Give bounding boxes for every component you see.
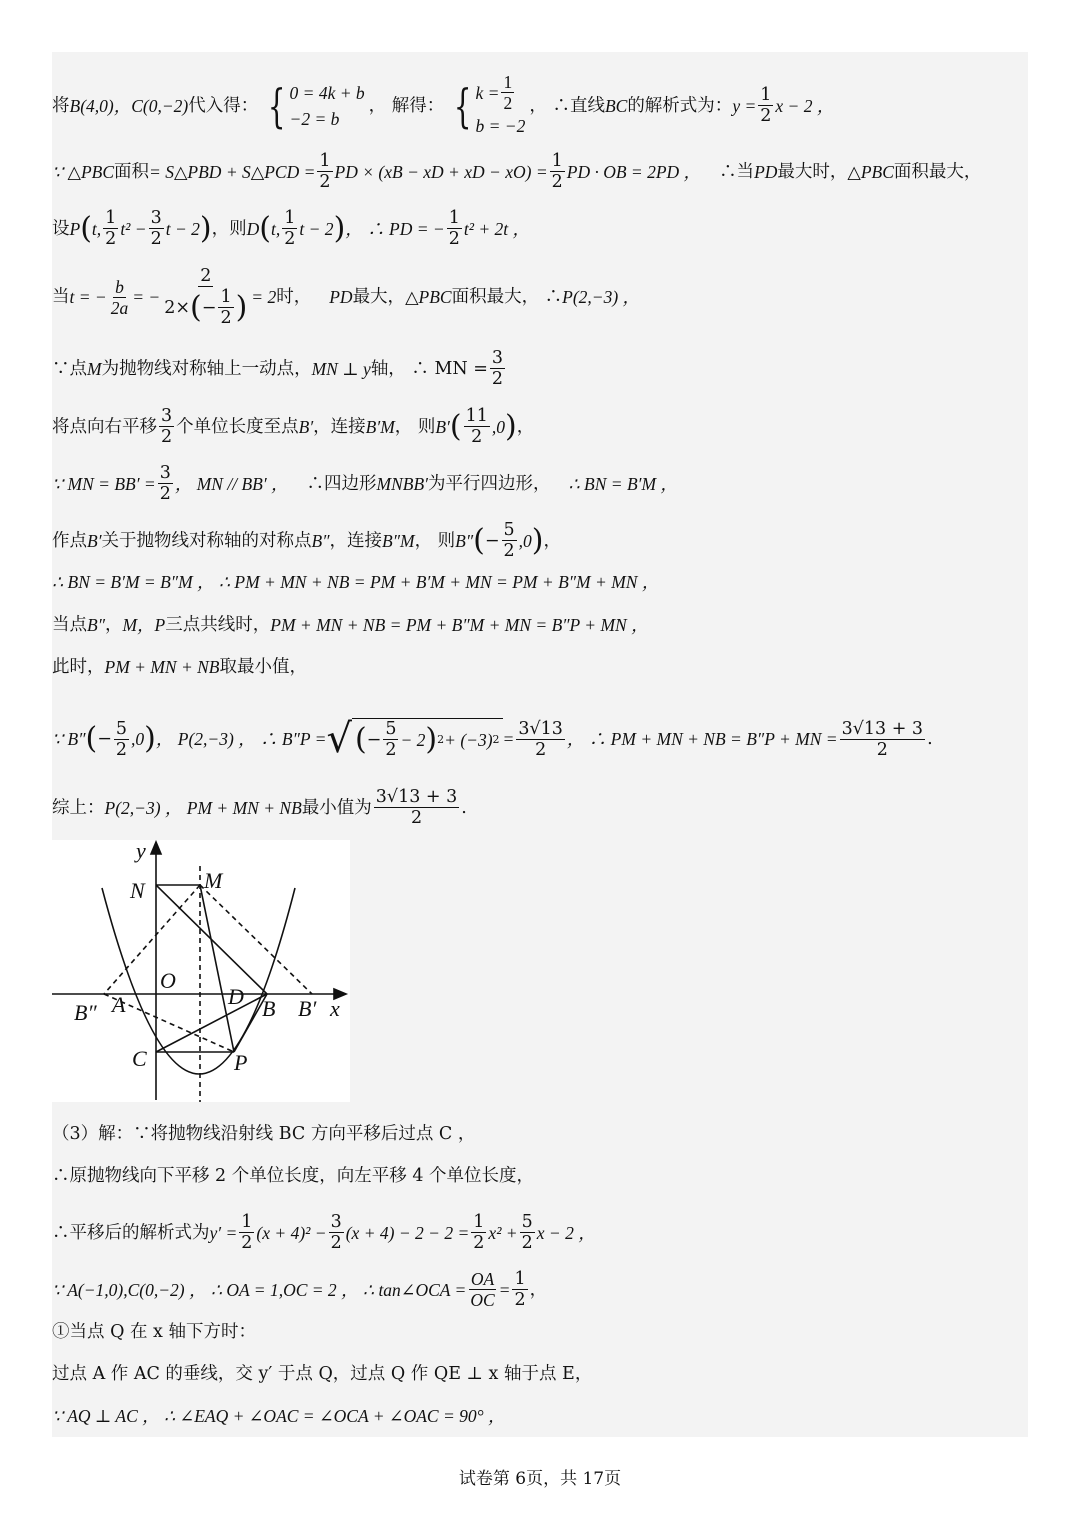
den: 2: [159, 484, 171, 504]
math: −: [97, 729, 112, 749]
math: x² +: [488, 1222, 518, 1243]
label-n: N: [130, 878, 145, 903]
text: 关于抛物线对称轴的对称点: [101, 530, 312, 551]
math: ， MN // BB′ ，: [174, 473, 289, 494]
label-b-prime: B′: [298, 996, 317, 1021]
text: 最大，: [352, 287, 406, 307]
math: P: [69, 218, 81, 239]
line-12: ∵ B″ ( − $\frac{5}{2}$ ,0 ) ， P(2,−3) ， ∴ B″P = √ ( − $\frac{5}{2}$ − 2 ) 2 + (−3) 2 = $\frac{3√13}{2}$ ， ∴ PM + MN + NB = B″P + MN = $\frac{3√13 + 3}{2}$ .: [52, 716, 933, 762]
math: t,: [271, 218, 281, 239]
math: ,0: [518, 530, 532, 551]
num: b: [115, 276, 124, 297]
den: 2: [319, 172, 331, 192]
text: 将: [52, 95, 70, 116]
label-d: D: [228, 984, 244, 1009]
math: ,0: [491, 416, 506, 437]
den: 2: [521, 1233, 533, 1253]
text: ，则: [211, 218, 247, 239]
row: b = −2: [475, 116, 526, 136]
num: 1: [241, 1212, 253, 1232]
den: 2: [330, 1233, 342, 1253]
math: M: [87, 358, 102, 379]
text: 代入得：: [188, 95, 259, 116]
math: x − 2 ，: [536, 1222, 596, 1243]
row: k =: [475, 82, 500, 103]
math: D: [246, 218, 260, 239]
row: −2 = b: [289, 108, 340, 129]
text: 面积最大， ∴: [451, 287, 563, 307]
text: 设: [52, 218, 70, 239]
text: ， ∴直线: [529, 95, 605, 116]
num: 1: [105, 208, 117, 228]
math: B″: [87, 615, 105, 635]
den: 2: [760, 106, 772, 126]
line-6: 将点向右平移 $\frac{3}{2}$ 个单位长度至点 B′ ，连接 B′M ， 则 B′ ( $\frac{11}{2}$ ,0 ) ，: [52, 406, 535, 447]
num: 1: [319, 151, 331, 171]
den: 2: [514, 1290, 526, 1310]
num: 3: [330, 1212, 342, 1232]
text: ，: [516, 416, 535, 437]
line-19: [52, 1362, 592, 1386]
text: 最小值为: [301, 797, 372, 818]
text: .: [927, 729, 933, 749]
text: 将点向右平移: [52, 416, 157, 437]
num: 3: [159, 463, 171, 483]
math: B′: [435, 416, 450, 437]
num: 5: [115, 718, 128, 739]
math: PD: [754, 161, 778, 182]
math: PM + MN + NB = PM + B″M + MN = B″P + MN ，: [270, 615, 649, 635]
line-11: [52, 655, 307, 679]
math: = S△PBD + S△PCD =: [149, 161, 316, 182]
num: 3: [150, 208, 162, 228]
math: t = −: [69, 287, 107, 307]
text: ，连接: [313, 416, 366, 437]
row: 0 = 4k + b: [289, 82, 365, 103]
den: 2: [220, 308, 232, 328]
text: ，: [543, 530, 562, 551]
text: 作点: [52, 530, 87, 551]
text: ，连接: [329, 530, 383, 551]
line-17: [52, 1269, 547, 1310]
text: 个单位长度至点: [176, 416, 299, 437]
math: P(2,−3) ， PM + MN + NB: [104, 797, 302, 818]
num: 3√13 + 3: [841, 718, 924, 739]
math: y′ =: [209, 1222, 238, 1243]
text: ， 则: [414, 530, 456, 551]
den: 2: [115, 739, 128, 760]
num: 1: [448, 208, 460, 228]
math: (x + 4) − 2 − 2 =: [345, 1222, 470, 1243]
num: 1: [473, 1212, 485, 1232]
segment-mb2: [104, 885, 200, 994]
math: B″: [311, 530, 330, 551]
label-b-double-prime: B″: [74, 1000, 97, 1025]
math: = −: [132, 287, 161, 307]
num: OA: [470, 1269, 495, 1289]
math: MNBB′: [376, 473, 429, 494]
num: 1: [514, 1269, 526, 1289]
den: 2: [161, 427, 173, 447]
label-m: M: [204, 868, 223, 893]
math: △PBC: [405, 287, 452, 307]
text: 面积: [114, 161, 150, 182]
math: △PBC: [847, 161, 894, 182]
text: 面积最大，: [893, 161, 982, 182]
den: 2: [385, 740, 397, 760]
math: B′M: [365, 416, 395, 437]
math: ∵ AQ ⊥ AC ， ∴ ∠EAQ + ∠OAC = ∠OCA + ∠OAC = 90° ，: [52, 1406, 506, 1426]
text: ∴四边形: [306, 473, 377, 494]
math: t − 2: [165, 218, 200, 239]
math: ∵ A(−1,0),C(0,−2) ， ∴ OA = 1,OC = 2 ， ∴ tan∠OCA =: [52, 1279, 467, 1300]
text: ∴平移后的解析式为: [52, 1222, 210, 1243]
den: 2: [410, 808, 423, 828]
math: − 2: [400, 729, 426, 750]
figure-svg: [52, 840, 350, 1102]
line-14: [52, 1122, 475, 1146]
text: ， 则: [394, 416, 436, 437]
math: t² + 2t ，: [463, 218, 531, 239]
num: 3: [161, 406, 173, 426]
num: 5: [521, 1212, 533, 1232]
square-root: √ ( − $\frac{5}{2}$ − 2 ) 2 + (−3) 2: [326, 718, 502, 760]
text: 当点: [52, 615, 87, 635]
line-9: [52, 570, 659, 594]
math: B′: [298, 416, 314, 437]
text: 当: [52, 287, 70, 307]
den: 2: [105, 229, 117, 249]
num: 1: [503, 72, 513, 92]
label-b: B: [262, 996, 276, 1021]
line-4: [52, 266, 640, 328]
den: 2: [241, 1233, 253, 1253]
text: ， 解得：: [368, 95, 445, 116]
den: 2: [503, 541, 515, 561]
math: PD × (xB − xD + xD − xO) =: [334, 161, 548, 182]
math: ， ∴ PM + MN + NB = B″P + MN =: [566, 729, 838, 749]
text: 过点 A 作 AC 的垂线，交 y′ 于点 Q，过点 Q 作 QE ⊥ x 轴于点 E，: [52, 1364, 593, 1384]
num: 5: [385, 719, 397, 739]
text: 为平行四边形，: [428, 473, 551, 494]
den: 2: [491, 369, 504, 389]
label-x: x: [330, 996, 340, 1021]
math: ∴ BN = B′M ，: [568, 473, 678, 494]
text: .: [461, 797, 467, 818]
math: t − 2: [299, 218, 334, 239]
parabola-figure: [52, 840, 350, 1102]
math: PM + MN + NB: [104, 657, 220, 677]
label-y: y: [136, 840, 146, 863]
math: −: [366, 729, 382, 750]
text: 综上：: [52, 797, 105, 818]
parabola: [102, 888, 295, 1074]
text: 的解析式为：: [627, 95, 733, 116]
text: 为抛物线对称轴上一动点，: [101, 358, 312, 379]
page-footer: 试卷第 6页，共 17页: [458, 1469, 622, 1489]
text: 三点共线时，: [165, 615, 271, 635]
num: 1: [551, 151, 563, 171]
math: + (−3): [444, 729, 493, 750]
math: t,: [91, 218, 102, 239]
text: ∵点: [52, 358, 87, 379]
math: ∵ △PBC: [52, 161, 115, 182]
math: ∵ B″: [52, 729, 86, 749]
line-20: [52, 1404, 506, 1428]
den: 2: [473, 1233, 485, 1253]
math: ,0: [131, 729, 145, 749]
den: 2×: [164, 297, 191, 318]
line-16: [52, 1212, 596, 1253]
line-3: 设 P ( t, $\frac{1}{2}$ t² − $\frac{3}{2}$ t − 2 ) ，则 D ( t, $\frac{1}{2}$ t − 2 ) ， ∴ PD = − $\frac{1}{2}$ t² + 2t ，: [52, 208, 531, 249]
den: 2: [284, 229, 296, 249]
num: 5: [503, 520, 515, 540]
num: 2: [200, 266, 212, 286]
label-c: C: [132, 1046, 147, 1071]
text: ，: [104, 615, 123, 635]
num: 11: [465, 406, 488, 426]
math: P(2,−3) ，: [562, 287, 641, 307]
math: B(4,0)，C(0,−2): [69, 95, 189, 116]
line-15: [52, 1164, 534, 1188]
num: 3: [491, 348, 504, 368]
math: t² −: [120, 218, 147, 239]
num: 3√13 + 3: [375, 787, 458, 807]
math: ∴ BN = B′M = B″M ， ∴ PM + MN + NB = PM + B′M + MN = PM + B″M + MN ，: [52, 572, 660, 592]
math: ∵ MN = BB′ =: [52, 473, 156, 494]
text: 最大时，: [777, 161, 848, 182]
line-18: [52, 1320, 256, 1344]
den: 2: [535, 739, 547, 760]
math: B″M: [382, 530, 415, 551]
num: 1: [760, 85, 772, 105]
math: y =: [732, 95, 757, 116]
line-10: [52, 613, 649, 637]
line-8: 作点 B′ 关于抛物线对称轴的对称点 B″ ，连接 B″M ， 则 B″ ( − $\frac{5}{2}$ ,0 ) ，: [52, 520, 562, 561]
math: =: [502, 729, 515, 749]
text: ∴当: [719, 161, 755, 182]
text: 时，: [276, 287, 312, 307]
den: 2: [876, 739, 888, 760]
math: −: [484, 530, 500, 551]
math: x − 2 ，: [775, 95, 835, 116]
math: = 2: [251, 287, 277, 307]
text: ∴原抛物线向下平移 2 个单位长度，向左平移 4 个单位长度，: [52, 1166, 535, 1186]
line-1: [52, 72, 834, 139]
text: （3）解：∵将抛物线沿射线 BC 方向平移后过点 C ，: [52, 1124, 476, 1144]
text: ，: [529, 1279, 548, 1300]
text: 取最小值，: [219, 657, 307, 677]
den: 2: [503, 93, 513, 113]
den: OC: [470, 1290, 495, 1310]
math: M，P: [122, 615, 166, 635]
line-5: [52, 348, 507, 389]
num: 1: [220, 287, 232, 307]
den: 2: [551, 172, 563, 192]
segment-mb1: [200, 885, 312, 994]
text: ①当点 Q 在 x 轴下方时：: [52, 1322, 256, 1342]
math: BC: [604, 95, 628, 116]
den: 2: [150, 229, 162, 249]
line-7: [52, 463, 678, 504]
line-2: [52, 151, 981, 192]
y-axis-arrow: [151, 842, 161, 854]
label-a: A: [112, 992, 126, 1017]
math: =: [498, 1279, 511, 1300]
den: 2: [471, 427, 483, 447]
nested-fraction: 2 2× ( − $\frac{1}{2}$ ): [164, 266, 248, 328]
math: (x + 4)² −: [256, 1222, 327, 1243]
math: MN ⊥ y: [311, 358, 371, 379]
num: 1: [284, 208, 296, 228]
equation-system-1: { 0 = 4k + b −2 = b: [268, 78, 365, 133]
math: PD: [329, 287, 353, 307]
den: 2: [448, 229, 460, 249]
equation-system-2: { k = $\frac{1}{2}$ b = −2: [448, 72, 525, 139]
math: B″: [455, 530, 474, 551]
line-13: [52, 787, 467, 828]
text: 此时，: [52, 657, 105, 677]
math: ， P(2,−3) ， ∴ B″P =: [155, 729, 327, 749]
den: 2a: [110, 297, 129, 318]
label-p: P: [234, 1050, 248, 1075]
num: 3√13: [518, 718, 563, 739]
text: 轴， ∴ MN =: [370, 358, 488, 379]
label-o: O: [160, 968, 176, 993]
math: B′: [87, 530, 102, 551]
math: PD · OB = 2PD ，: [566, 161, 702, 182]
math: ， ∴ PD = −: [345, 218, 445, 239]
